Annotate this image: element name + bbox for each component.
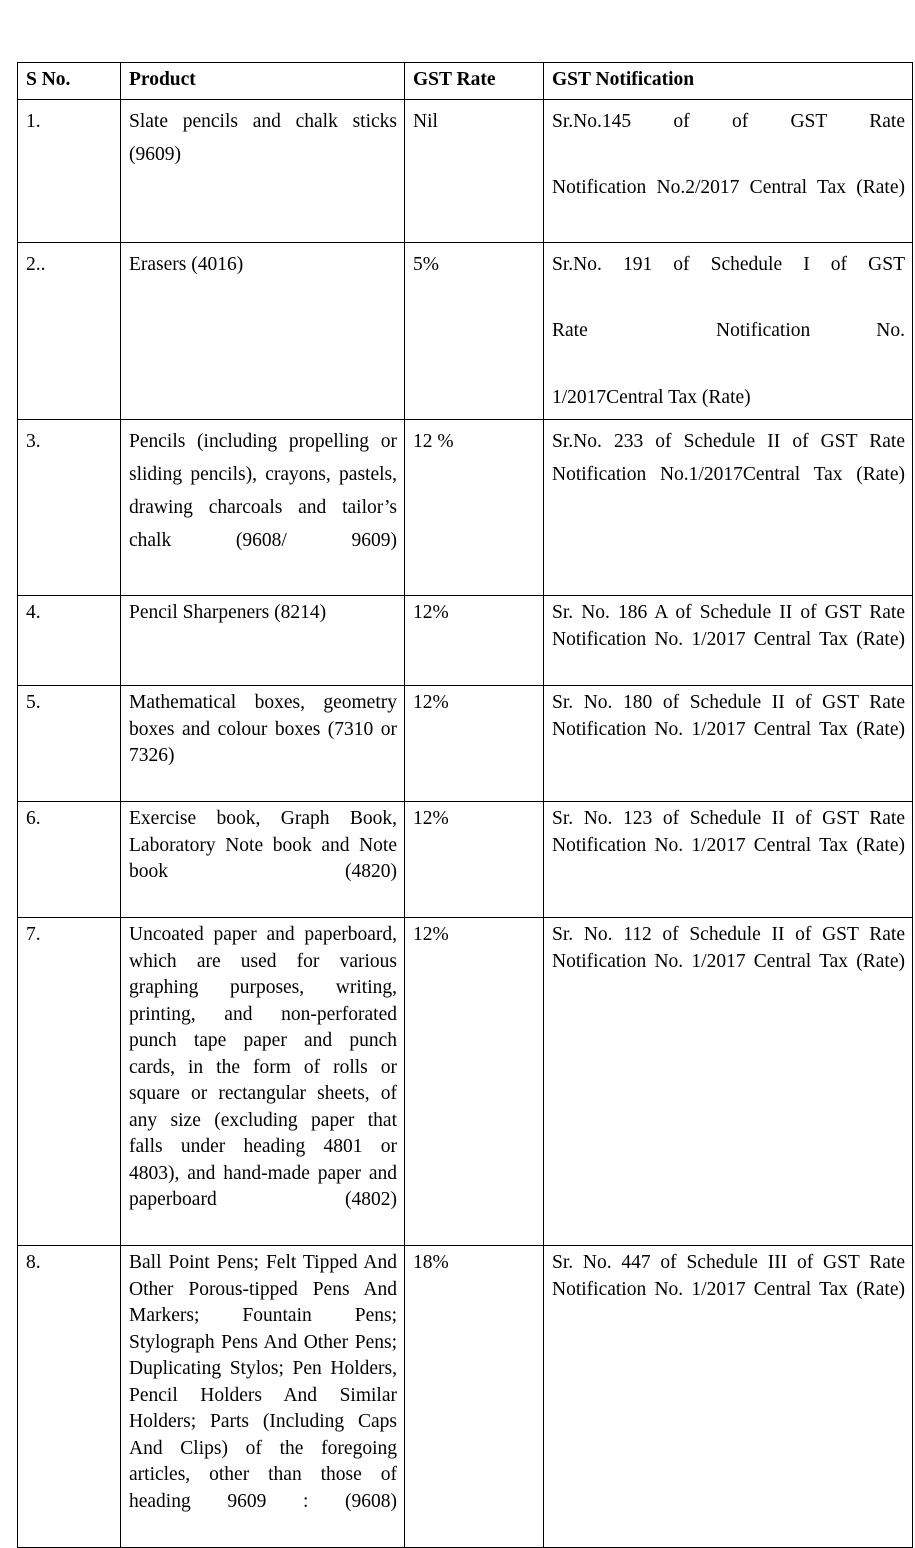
- cell-gst-rate: 18%: [405, 1246, 544, 1548]
- table-row: [18, 686, 913, 802]
- notification-line-1: [552, 248, 905, 314]
- cell-gst-rate: 5%: [405, 243, 544, 420]
- table-row: [18, 918, 913, 1246]
- cell-gst-notification: [544, 419, 913, 596]
- column-header-gst-notification: GST Notification: [544, 63, 913, 100]
- cell-gst-rate: 12%: [405, 686, 544, 802]
- cell-product: [121, 419, 405, 596]
- cell-gst-rate: 12 %: [405, 419, 544, 596]
- notification-text: Sr. No. 112 of Schedule II of GST Rate Notification No. 1/2017 Central Tax (Rate): [552, 924, 905, 972]
- notification-mid-a: Rate Notification: [552, 320, 811, 342]
- cell-gst-rate: Nil: [405, 99, 544, 243]
- cell-product: [121, 918, 405, 1246]
- table-row: [18, 802, 913, 918]
- product-text: Uncoated paper and paperboard, which are used for various graphing purposes, writing, printing, and non-perforated punch tape paper and punch cards, in the form of rolls or square or rectangular sheets, of any size (excluding paper that falls under heading 4801 or 4803), and hand-made paper and paperboard (4802): [129, 924, 397, 1211]
- table-body: [18, 99, 913, 1548]
- cell-s-no: 1.: [18, 99, 121, 243]
- cell-product: [121, 802, 405, 918]
- cell-gst-rate: 12%: [405, 918, 544, 1246]
- cell-gst-rate: 12%: [405, 596, 544, 686]
- product-text: Pencil Sharpeners (8214): [129, 602, 327, 624]
- cell-product: [121, 243, 405, 420]
- cell-s-no: 3.: [18, 419, 121, 596]
- cell-gst-notification: [544, 596, 913, 686]
- notification-text: Sr. No. 123 of Schedule II of GST Rate Notification No. 1/2017 Central Tax (Rate): [552, 808, 905, 856]
- cell-gst-notification: [544, 243, 913, 420]
- table-row: [18, 596, 913, 686]
- notification-text: Sr. No. 447 of Schedule III of GST Rate Notification No. 1/2017 Central Tax (Rate): [552, 1252, 905, 1300]
- cell-product: [121, 596, 405, 686]
- cell-s-no: 8.: [18, 1246, 121, 1548]
- cell-gst-notification: [544, 99, 913, 243]
- cell-product: [121, 99, 405, 243]
- gst-rates-table: [17, 62, 913, 1548]
- cell-gst-notification: [544, 918, 913, 1246]
- notification-line-1: [552, 105, 905, 171]
- cell-s-no: 5.: [18, 686, 121, 802]
- column-header-s-no: S No.: [18, 63, 121, 100]
- cell-gst-rate: 12%: [405, 802, 544, 918]
- notification-text: Sr. No. 180 of Schedule II of GST Rate Notification No. 1/2017 Central Tax (Rate): [552, 692, 905, 740]
- table-row: [18, 99, 913, 243]
- column-header-gst-rate: GST Rate: [405, 63, 544, 100]
- cell-gst-notification: [544, 1246, 913, 1548]
- notification-line-3: 1/2017Central Tax (Rate): [552, 386, 751, 408]
- column-header-product: Product: [121, 63, 405, 100]
- notification-mid-b: No.: [876, 320, 905, 342]
- table-row: [18, 1246, 913, 1548]
- cell-s-no: 6.: [18, 802, 121, 918]
- cell-s-no: 2..: [18, 243, 121, 420]
- cell-s-no: 7.: [18, 918, 121, 1246]
- product-text: Mathematical boxes, geometry boxes and colour boxes (7310 or 7326): [129, 692, 397, 767]
- notification-suffix: No. 191 of Schedule I of GST: [573, 254, 905, 276]
- product-text: Pencils (including propelling or sliding pencils), crayons, pastels, drawing charcoals and tailor’s chalk (9608/ 9609): [129, 430, 397, 552]
- notification-suffix: 145 of of GST Rate: [601, 110, 905, 132]
- product-text: Erasers (4016): [129, 254, 244, 276]
- product-text: Exercise book, Graph Book, Laboratory Note book and Note book (4820): [129, 808, 397, 883]
- notification-prefix: Sr.No.: [552, 110, 602, 132]
- notification-line-rest: Notification No.2/2017 Central Tax (Rate): [552, 176, 905, 198]
- product-text: Ball Point Pens; Felt Tipped And Other Porous-tipped Pens And Markers; Fountain Pens; Stylograph Pens And Other Pens; Duplicating Stylos; Pen Holders, Pencil Holders And Similar Holders; Parts (Including Caps And Clips) of the foregoing articles, other than those of heading 9609 : (9608): [129, 1252, 397, 1512]
- cell-s-no: 4.: [18, 596, 121, 686]
- notification-text: Sr.No. 233 of Schedule II of GST Rate Notification No.1/2017Central Tax (Rate): [552, 430, 905, 485]
- notification-prefix: Sr.: [552, 254, 574, 276]
- table-header-row: [18, 63, 913, 100]
- cell-product: [121, 1246, 405, 1548]
- cell-product: [121, 686, 405, 802]
- cell-gst-notification: [544, 802, 913, 918]
- table-row: [18, 419, 913, 596]
- notification-line-2: [552, 314, 905, 380]
- cell-gst-notification: [544, 686, 913, 802]
- table-header: [18, 63, 913, 100]
- notification-text: Sr. No. 186 A of Schedule II of GST Rate Notification No. 1/2017 Central Tax (Rate): [552, 602, 905, 650]
- product-text: Slate pencils and chalk sticks (9609): [129, 110, 397, 165]
- table-row: [18, 243, 913, 420]
